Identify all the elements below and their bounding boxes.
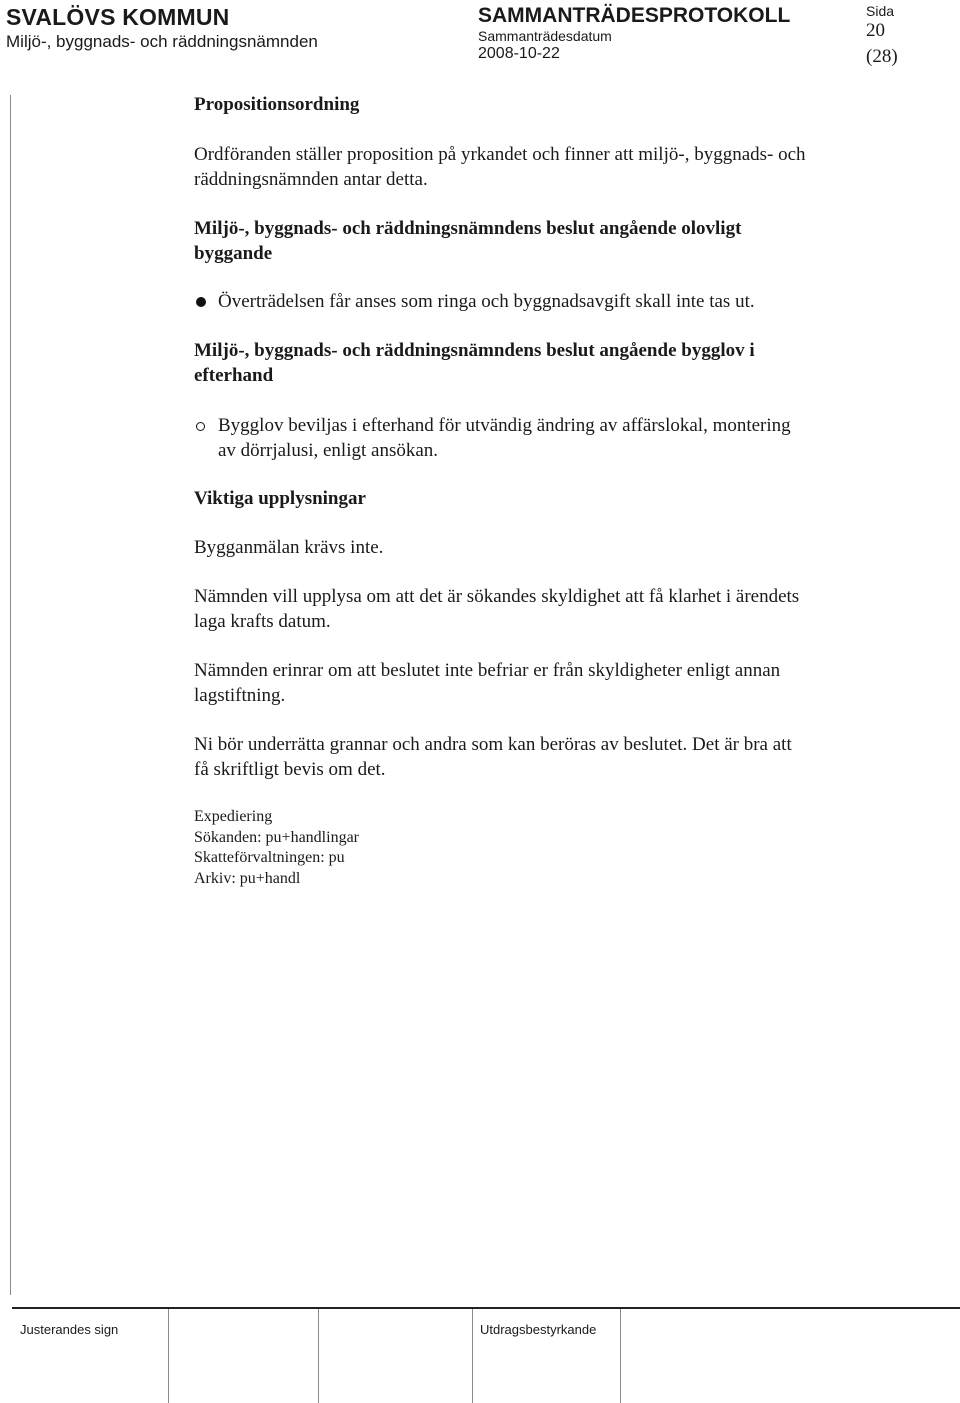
expediering-heading: Expediering bbox=[194, 808, 273, 825]
upplysning-lagstiftning-line1: Nämnden erinrar om att beslutet inte befriar er från skyldigheter enligt annan bbox=[194, 660, 781, 681]
document-body bbox=[194, 92, 894, 889]
upplysning-grannar-line1: Ni bör underrätta grannar och andra som kan beröras av beslutet. Det är bra att bbox=[194, 734, 792, 755]
meeting-date-label: Sammanträdesdatum bbox=[478, 28, 612, 44]
heading-beslut-olovligt-line2: byggande bbox=[194, 243, 273, 264]
document-title: SAMMANTRÄDESPROTOKOLL bbox=[478, 4, 791, 27]
expediering-item: Skatteförvaltningen: pu bbox=[194, 849, 345, 866]
beslut-bygglov-text-line2: av dörrjalusi, enligt ansökan. bbox=[218, 440, 439, 461]
expediering-item: Arkiv: pu+handl bbox=[194, 869, 301, 887]
upplysning-lagstiftning-line2: lagstiftning. bbox=[194, 685, 286, 706]
list-item bbox=[194, 289, 894, 314]
margin-rule bbox=[10, 95, 11, 1295]
heading-beslut-bygglov-line1: Miljö-, byggnads- och räddningsnämndens beslut angående bygglov i bbox=[194, 340, 755, 361]
bullet-icon bbox=[196, 297, 206, 307]
list-item bbox=[194, 413, 894, 463]
page-total: (28) bbox=[866, 46, 898, 67]
proposition-text-line2: räddningsnämnden antar detta. bbox=[194, 169, 428, 190]
justerandes-sign-label: Justerandes sign bbox=[20, 1322, 119, 1337]
heading-viktiga-upplysningar: Viktiga upplysningar bbox=[194, 488, 366, 509]
beslut-olovligt-text: Överträdelsen får anses som ringa och byggnadsavgift skall inte tas ut. bbox=[218, 291, 755, 312]
organization-name: SVALÖVS KOMMUN bbox=[6, 4, 230, 30]
heading-beslut-bygglov-line2: efterhand bbox=[194, 365, 274, 386]
upplysning-bygganmalan: Bygganmälan krävs inte. bbox=[194, 537, 384, 558]
bullet-icon bbox=[196, 422, 205, 431]
proposition-text-line1: Ordföranden ställer proposition på yrkandet och finner att miljö-, byggnads- och bbox=[194, 144, 806, 165]
footer-divider bbox=[12, 1307, 960, 1309]
footer-cell-divider bbox=[318, 1309, 319, 1403]
meeting-date: 2008-10-22 bbox=[478, 45, 560, 62]
footer-cell-divider bbox=[472, 1309, 473, 1403]
utdragsbestyrkande-label: Utdragsbestyrkande bbox=[480, 1322, 597, 1337]
expediering-item: Sökanden: pu+handlingar bbox=[194, 828, 359, 846]
upplysning-laga-kraft-line2: laga krafts datum. bbox=[194, 611, 331, 632]
page-label: Sida bbox=[866, 3, 895, 19]
upplysning-laga-kraft-line1: Nämnden vill upplysa om att det är sökandes skyldighet att få klarhet i ärendets bbox=[194, 586, 800, 607]
beslut-bygglov-text-line1: Bygglov beviljas i efterhand för utvändig ändring av affärslokal, montering bbox=[218, 415, 791, 436]
page-number: 20 bbox=[866, 20, 885, 41]
footer-cell-divider bbox=[168, 1309, 169, 1403]
heading-beslut-olovligt-line1: Miljö-, byggnads- och räddningsnämndens beslut angående olovligt bbox=[194, 218, 742, 239]
footer-cell-divider bbox=[620, 1309, 621, 1403]
heading-propositionsordning: Propositionsordning bbox=[194, 94, 360, 115]
department-name: Miljö-, byggnads- och räddningsnämnden bbox=[6, 32, 318, 51]
upplysning-grannar-line2: få skriftligt bevis om det. bbox=[194, 759, 386, 780]
